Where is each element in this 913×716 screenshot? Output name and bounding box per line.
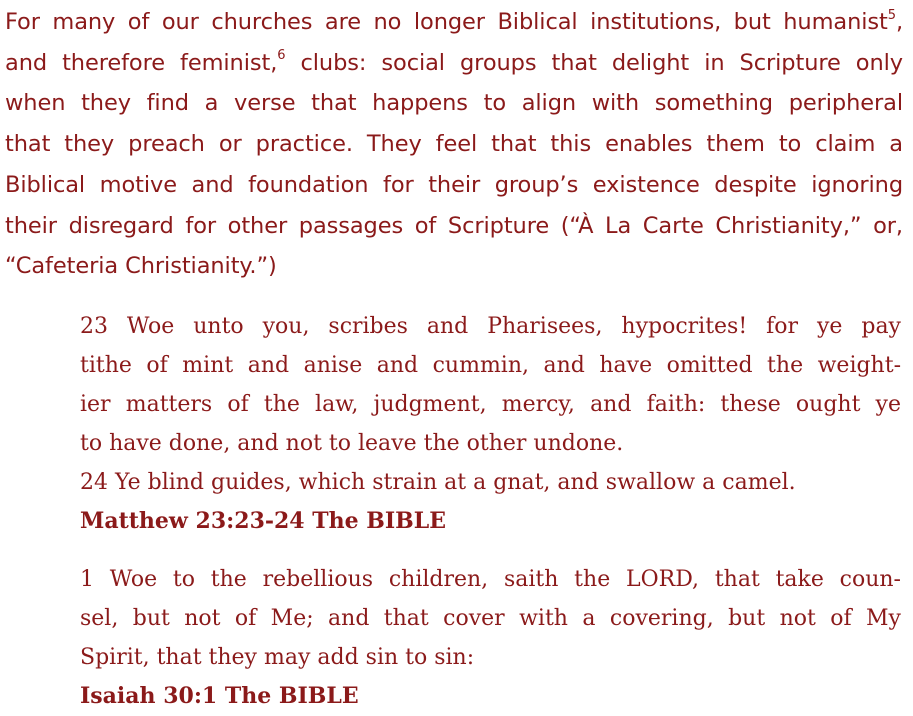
intro-line-4: that they preach or practice. They feel that this enables them to claim a bbox=[5, 131, 903, 158]
intro-line-2a-text: and therefore feminist, bbox=[5, 49, 278, 76]
scripture-quote-isaiah bbox=[80, 560, 901, 716]
quote1-reference: Matthew 23:23-24 The BIBLE bbox=[80, 508, 447, 534]
intro-line-6: their disregard for other passages of Scripture (“À La Carte Christianity,” or, bbox=[5, 212, 903, 239]
intro-line-2b-text: clubs: social groups that delight in Scripture only bbox=[285, 49, 903, 76]
quote1-line-2: tithe of mint and anise and cummin, and have omitted the weight- bbox=[80, 353, 901, 378]
quote1-line-1: 23 Woe unto you, scribes and Pharisees, hypocrites! for ye pay bbox=[80, 314, 901, 339]
footnote-marker-6[interactable]: 6 bbox=[277, 48, 286, 64]
footnote-marker-5[interactable]: 5 bbox=[887, 7, 896, 23]
intro-line-1-text: For many of our churches are no longer Biblical institutions, but humanist bbox=[5, 9, 888, 35]
quote1-line-5: 24 Ye blind guides, which strain at a gnat, and swallow a camel. bbox=[80, 470, 796, 495]
quote1-line-3: ier matters of the law, judgment, mercy, and faith: these ought ye bbox=[80, 392, 901, 417]
intro-line-2 bbox=[5, 43, 903, 84]
quote2-line-3: Spirit, that they may add sin to sin: bbox=[80, 645, 475, 670]
intro-line-7: “Cafeteria Christianity.”) bbox=[5, 253, 277, 280]
quote2-reference: Isaiah 30:1 The BIBLE bbox=[80, 683, 359, 709]
quote2-line-1: 1 Woe to the rebellious children, saith the LORD, that take coun- bbox=[80, 567, 901, 592]
scripture-quote-matthew bbox=[80, 307, 901, 541]
intro-line-1: For many of our churches are no longer Biblical institutions, but humanist$^5$, bbox=[5, 7, 903, 35]
quote1-line-4: to have done, and not to leave the other undone. bbox=[80, 431, 624, 456]
quote2-line-2: sel, but not of Me; and that cover with a covering, but not of My bbox=[80, 606, 901, 631]
intro-line-3: when they find a verse that happens to align with something peripheral bbox=[5, 90, 903, 117]
intro-paragraph bbox=[5, 2, 903, 287]
intro-line-5: Biblical motive and foundation for their group’s existence despite ignoring bbox=[5, 171, 903, 198]
